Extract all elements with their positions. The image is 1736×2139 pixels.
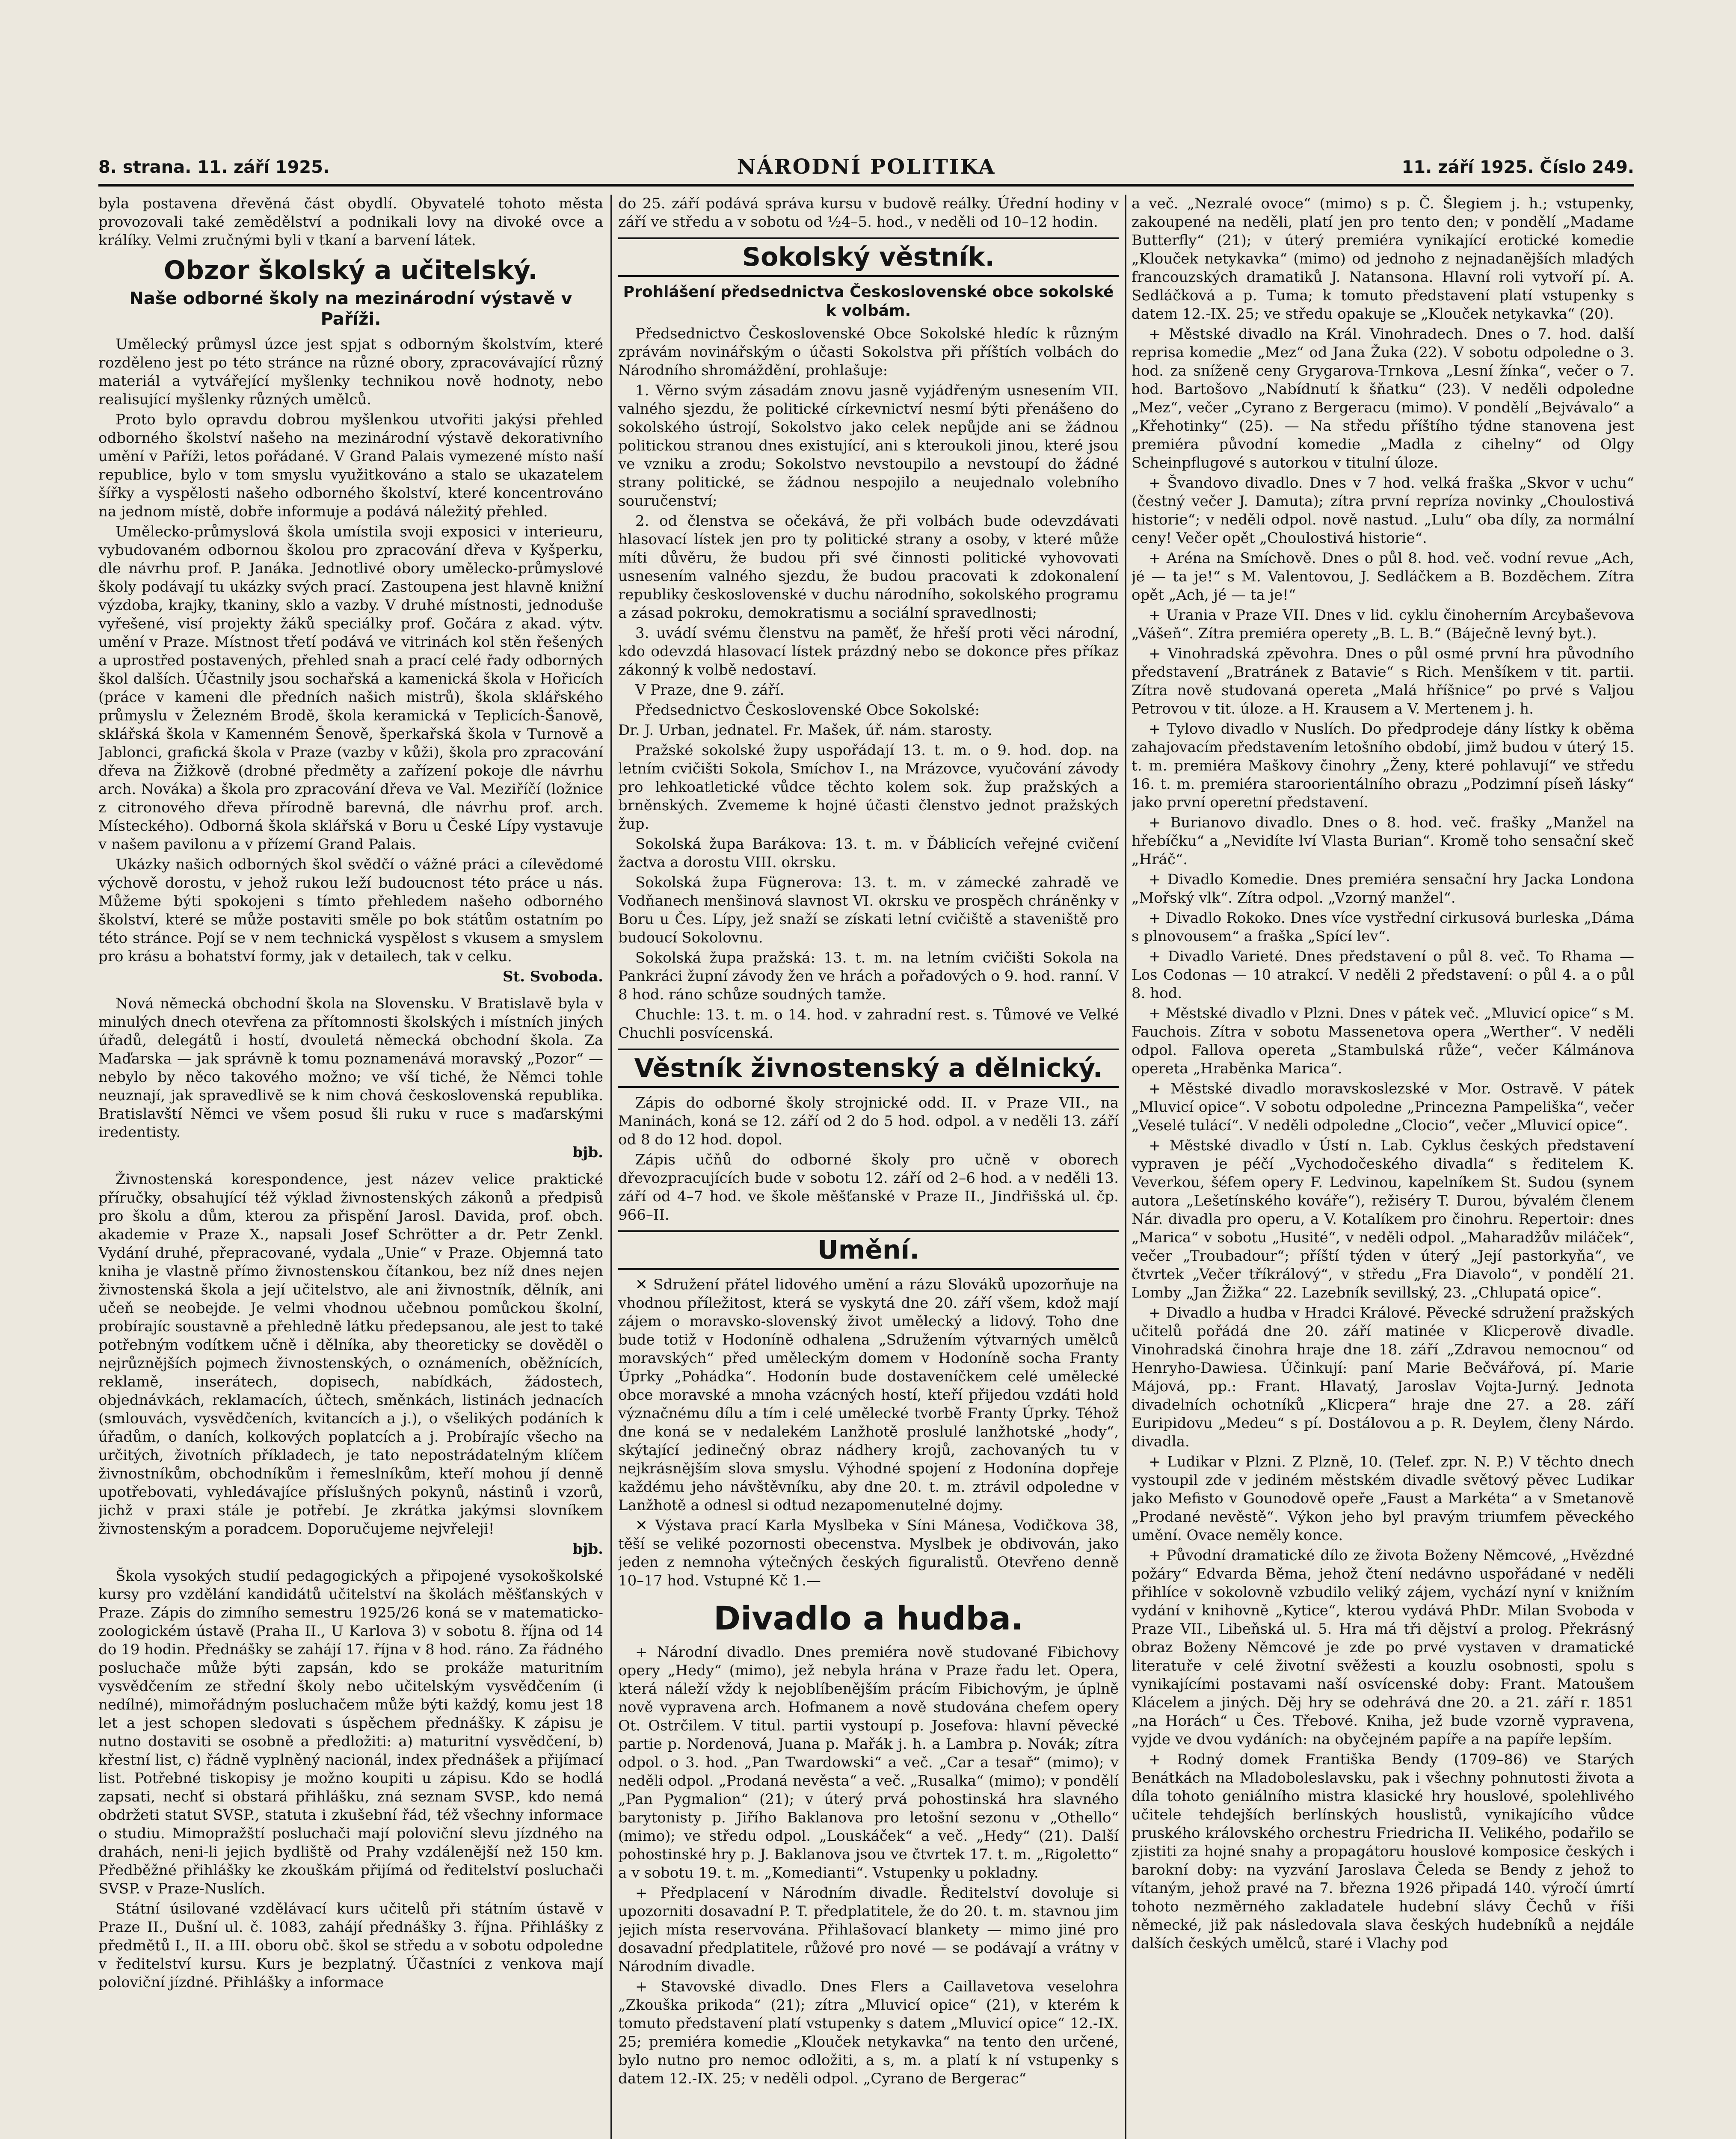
paragraph: + Městské divadlo v Plzni. Dnes v pátek več. „Mluvicí opice“ s M. Fauchois. Zítra v sobotu Massenetova opera „Werther“. V neděli odpol. Fallova opereta „Stambulská růže“, večer Kálmánova opereta „Hraběnka Marica“.	[1132, 1005, 1634, 1077]
column-1	[98, 195, 603, 2139]
paragraph: Chuchle: 13. t. m. o 14. hod. v zahradní rest. s. Tůmové ve Velké Chuchli posvícenská.	[618, 1006, 1119, 1042]
paragraph: Škola vysokých studií pedagogických a připojené vysokoškolské kursy pro vzdělání kandidátů učitelství na školách měšťanských v Praze. Zápis do zimního semestru 1925/26 koná se v matematicko-zoologickém ústavě (Praha II., U Karlova 3) v sobotu 8. října od 14 do 19 hodin. Přednášky se zahájí 17. října v 8 hod. ráno. Za řádného posluchače může býti zapsán, kdo se prokáže maturitním vysvědčením ze střední školy nebo učitelským vysvědčením (i nedílné), mimořádným posluchačem může býti každý, komu jest 18 let a jest schopen sledovati s úspěchem přednášky. K zápisu je nutno dostaviti se osobně a předložiti: a) maturitní vysvědčení, b) křestní list, c) řádně vyplněný nacionál, index přednášek a přijímací list. Potřebné tiskopisy je možno koupiti u zápisu. Kdo se hodlá zapsati, nechť si obstará přihlášku, zná seznam SVSP., kdo nemá obdržeti statut SVSP., statuta i zkušební řád, též všechny informace o studiu. Mimopražští posluchači mají poloviční slevu jízdného na drahách, neni-li jejich bydliště od Prahy vzdálenější než 150 km. Předběžné přihlášky ke zkouškám přijímá od ředitelství posluchači SVSP. v Praze-Nuslích.	[98, 1567, 603, 1897]
paragraph: + Stavovské divadlo. Dnes Flers a Caillavetova veselohra „Zkouška prikoda“ (21); zítra „Mluvicí opice“ (21), v kterém k tomuto představení platí vstupenky s datem „Mluvicí opice“ 12.-IX. 25; premiéra komedie „Klouček netykavka“ na tento den určené, bylo nutno pro nemoc odložiti, a s, m. a platí k ní vstupenky s datem 12.-IX. 25; v neděli odpol. „Cyrano de Bergerac“	[618, 1978, 1119, 2087]
paragraph: Umělecký průmysl úzce jest spjat s odborným školstvím, které rozděleno jest po této stránce na různé obory, zpracovávající různý materiál a vytvářející myšlenky technikou nově hodnoty, nebo realisující myšlenky různých umělců.	[98, 336, 603, 408]
paragraph: + Městské divadlo v Ústí n. Lab. Cyklus českých představení vypraven je péčí „Vychodočeského divadla“ s ředitelem K. Veverkou, šéfem opery F. Ledvinou, kapelníkem St. Sudou (synem autora „Lešetínského kováře“), režiséry T. Durou, bývalém členem Nár. divadla pro operu, a V. Kotalíkem pro činohru. Repertoir: dnes „Marica“ v sobotu „Husité“, v neděli odpol. „Maharadžův miláček“, večer „Troubadour“; příští týden v úterý „Její pastorkyňa“, ve čtvrtek „Večer tříkrálový“, v středu „Fra Diavolo“, v pondělí 21. Lomby „Jan Žižka“ 22. Lazebník sevillský, 23. „Chlupatá opice“.	[1132, 1137, 1634, 1301]
section-heading: Divadlo a hudba.	[713, 1599, 1023, 1637]
header-date-left: 8. strana. 11. září 1925.	[98, 157, 330, 177]
heading-box	[618, 237, 1119, 277]
paragraph: V Praze, dne 9. září.	[635, 681, 785, 699]
paragraph: Umělecko-průmyslová škola umístila svoji exposici v interieuru, vybudovaném odbornou školou pro zpracování dřeva v Kyšperku, dle návrhu prof. P. Janáka. Jednotlivé obory umělecko-průmyslové školy podávají tu ukázky svých prací. Zastoupena jest hlavně knižní výzdoba, krajky, tkaniny, sklo a vazby. V druhé místnosti, jednoduše vyřešené, visí projekty žáků speciálky prof. Gočára z akad. výtv. umění v Praze. Místnost třetí podává ve vitrinách kol stěn řešených a uprostřed postavených, přehled snah a prací celé řady odborných škol dalších. Účastnily jsou sochařská a kamenická škola v Hořicích (práce v kameni dle předních našich mistrů), škola sklářského průmyslu v Železném Brodě, škola keramická v Teplicích-Šanově, sklářská škola v Kamenném Šenově, šperkařská škola v Turnově a Jablonci, grafická škola v Praze (vazby v kůži), škola pro zpracování dřeva na Žižkově (drobné předměty a zařízení pokoje dle návrhu arch. Nováka) a škola pro zpracování dřeva ve Val. Meziříčí (ložnice z citronového dřeva přírodně barevná, dle návrhu prof. arch. Místeckého). Odborná škola sklářská v Boru u České Lípy vystavuje v našem pavilonu a v přízemí Grand Palais.	[98, 523, 603, 853]
paragraph: Sokolská župa Fügnerova: 13. t. m. v zámecké zahradě ve Vodňanech menšinová slavnost VI. okrsku ve prospěch chráněnky v Boru u Čes. Lípy, jež snaží se získati letní cvičiště a staveniště pro budoucí Sokolovnu.	[618, 874, 1119, 946]
paragraph: + Divadlo Rokoko. Dnes více vystřední cirkusová burleska „Dáma s plnovousem“ a fraška „Spící lev“.	[1132, 910, 1634, 945]
paragraph: Dr. J. Urban, jednatel. Fr. Mašek, úř. nám. starosty.	[618, 722, 992, 739]
paragraph: a več. „Nezralé ovoce“ (mimo) s p. Č. Šlegiem j. h.; vstupenky, zakoupené na neděli, platí jen pro tento den; v pondělí „Madame Butterfly“ (21); v úterý premiéra vynikající erotické komedie „Klouček netykavka“ (mimo) od jednoho z nejnadanějších mladých francouzských dramatiků J. Natansona. Hlavní roli vytvoří pí. A. Sedláčková a p. Tuma; k tomuto představení platí vstupenky s datem 12.-IX. 25; ve středu opakuje se „Klouček netykavka“ (20).	[1132, 195, 1634, 323]
paragraph: 2. od členstva se očekává, že při volbách bude odevzdávati hlasovací lístek jen pro ty politické strany a osoby, v které může míti důvěru, že budou při své činnosti politické vyhovovati usnesením valného sjezdu, že budou pracovati k zdokonalení republiky československé v duchu národního, sokolského programu a zásad pokroku, demokratismu a sociální spravedlnosti;	[618, 513, 1119, 622]
paragraph: Ukázky našich odborných škol svědčí o vážné práci a cílevědomé výchově dorostu, v jehož rukou leží budoucnost této práce u nás. Můžeme býti spokojeni s tímto přehledem našeho odborného školství, které se může postaviti směle po bok státům ostatním po této stránce. Pojí se v nem technická vyspělost s vkusem a smyslem pro krásu a bohatství formy, jak v detailech, tak v celku.	[98, 856, 603, 965]
paragraph: + Divadlo a hudba v Hradci Králové. Pěvecké sdružení pražských učitelů pořádá dne 20. září matinée v Klicperově divadle. Vinohradská činohra hraje dne 18. září „Zdravou nemocnou“ od Henryho-Dawiesa. Účinkují: paní Marie Bečvářová, pí. Marie Májová, pp.: Frant. Hlavatý, Jaroslav Vojta-Jurný. Jednota divadelních ochotníků „Klicpera“ hraje dne 27. a 28. září Euripidovu „Medeu“ s pí. Dostálovou a p. R. Deylem, členy Nárdo. divadla.	[1132, 1304, 1634, 1450]
column-2	[618, 195, 1119, 2139]
article-headline: Prohlášení předsednictva Československé obce sokolské k volbám.	[623, 283, 1114, 320]
column-divider	[610, 195, 612, 2139]
paragraph: Zápis do odborné školy strojnické odd. II. v Praze VII., na Maninách, koná se 12. září od 2 do 5 hod. odpol. a v neděli 13. září od 8 do 12 hod. dopol.	[618, 1094, 1119, 1148]
heading-box	[618, 1230, 1119, 1270]
paragraph: Zápis učňů do odborné školy pro učně v oborech dřevozpracujících bude v sobotu 12. září od 2–6 hod. a v neděli 13. září od 4–7 hod. ve škole měšťanské v Praze II., Jindřišská ul. čp. 966–II.	[618, 1151, 1119, 1224]
paragraph: + Tylovo divadlo v Nuslích. Do předprodeje dány lístky k oběma zahajovacím představením letošního období, jimž budou v úterý 15. t. m. premiéra Maškovy činohry „Ženy, které pohlavují“ ve středu 16. t. m. premiéra staroorientálního obrazu „Podzimní píseň lásky“ jako první operetní představení.	[1132, 720, 1634, 811]
author-signature: bjb.	[572, 1541, 603, 1558]
paragraph: Živnostenská korespondence, jest název velice praktické příručky, obsahující též výklad živnostenských zákonů a předpisů pro školu a dům, kterou za přispění Jarosl. Davida, prof. obch. akademie v Praze X., napsali Josef Schrötter a dr. Petr Zenkl. Vydání druhé, přepracované, vydala „Unie“ v Praze. Objemná tato kniha je vlastně přímo živnostenskou čítankou, bez níž dnes nejen živnostenská škola a její učitelstvo, ale ani živnostník, dělník, ani učeň se neobejde. Je velmi vhodnou učebnou pomůckou školní, probírajíc soustavně a přehledně látku předepsanou, ale jest to také potřebným vodítkem učně i dělníka, aby theoreticky se dověděl o nejrůznějších pojmech živnostenských, o oznámeních, oběžnících, reklamě, inserátech, dopisech, nabídkách, žádostech, objednávkách, reklamacích, účtech, směnkách, listinách jednacích (smlouvách, vysvědčeních, kvitancích a j.), o všelikých podáních k úřadům, o daních, kolkových poplatcích a j. Probírajíc všecho na určitých, životních příkladech, je tato nepostrádatelným klíčem živnostníkům, obchodníkům i řemeslníkům, kteří mohou jí denně upotřebovati, vyhledávajíce příslušných pokynů, nástinů i vzorů, jichž v praxi stále je potřebí. Je zkrátka jakýmsi slovníkem živnostenským a poradcem. Doporučujeme nejvřeleji!	[98, 1171, 603, 1538]
paragraph: ✕ Sdružení přátel lidového umění a rázu Slováků upozorňuje na vhodnou příležitost, která se vyskytá dne 20. září všem, kdož mají zájem o moravsko-slovenský život umělecký a lidový. Toho dne bude totiž v Hodoníně odhalena „Sdružením výtvarných umělců moravských“ před uměleckým domem v Hodoníně socha Franty Úprky „Pohádka“. Hodonín bude dostaveníčkem celé umělecké obce moravské a mnoha vzácných hostí, kteří přijedou vzdáti hold význačnému dílu a tím i celé umělecké tvorbě Franty Úprky. Téhož dne koná se v nedalekém Lanžhotě proslulé lanžhotské „hody“, skýtající jedinečný obraz nádhery krojů, zachovaných tu v nejkrásnějším slova smyslu. Výhodné spojení z Hodonína dopřeje každému jeho návštěvníku, aby dne 20. t. m. ztrávil odpoledne v Lanžhotě a odnesl si odtud nezapomenutelné dojmy.	[618, 1276, 1119, 1514]
paragraph: Státní úsilované vzdělávací kurs učitelů při státním ústavě v Praze II., Dušní ul. č. 1083, zahájí přednášky 3. října. Přihlášky z předmětů I., II. a III. oboru obč. škol se středu a v sobotu odpoledne v ředitelství kursu. Kurs je bezplatný. Účastníci z venkova mají poloviční jízdné. Přihlášky a informace	[98, 1900, 603, 1991]
paragraph: + Národní divadlo. Dnes premiéra nově studované Fibichovy opery „Hedy“ (mimo), jež nebyla hrána v Praze řadu let. Opera, která náleží vždy k nejoblíbenějším prácím Fibichovým, je úplně nově vypravena arch. Hofmanem a nově studována chefem opery Ot. Ostrčilem. V titul. partii vystoupí p. Josefova: hlavní pěvecké partie p. Nordenová, Juana p. Mařák j. h. a Lambra p. Novák; zítra odpol. o 3. hod. „Pan Twardowski“ a več. „Car a tesař“ (mimo); v neděli odpol. „Prodaná nevěsta“ a več. „Rusalka“ (mimo); v pondělí „Pan Pygmalion“ (21); v úterý prvá pohostinská hra slavného barytonisty p. Jiřího Baklanova pro letošní sezonu v „Othello“ (mimo); ve středu odpol. „Louskáček“ a več. „Hedy“ (21). Další pohostinské hry p. J. Baklanova jsou ve čtvrtek 17. t. m. „Rigoletto“ a v sobotu 19. t. m. „Komedianti“. Vstupenky u pokladny.	[618, 1644, 1119, 1881]
section-heading: Věstník živnostenský a dělnický.	[634, 1053, 1103, 1083]
page-header	[98, 145, 1634, 187]
author-signature: bjb.	[572, 1144, 603, 1161]
paragraph: + Ludikar v Plzni. Z Plzně, 10. (Telef. zpr. N. P.) V těchto dnech vystoupil zde v jediném městském divadle světový pěvec Ludikar jako Mefisto v Gounodově opeře „Faust a Markéta“ a v Smetanově „Prodané nevěstě“. Výkon jeho byl pravým triumfem pěveckého umění. Ovace neměly konce.	[1132, 1453, 1634, 1544]
paragraph: Proto bylo opravdu dobrou myšlenkou utvořiti jakýsi přehled odborného školství našeho na mezinárodní výstavě dekorativního umění v Paříži, letos pořádané. V Grand Palais vymezené místo naší republice, bylo v tom smyslu využitkováno a stalo se ukazatelem šířky a vyspělosti našeho odborného školství, které koncentrováno na jednom místě, dobře informuje a podává náležitý přehled.	[98, 411, 603, 520]
paragraph: Předsednictvo Československé Obce Sokolské hledíc k různým zprávám novinářským o účasti Sokolstva při příštích volbách do Národního shromáždění, prohlašuje:	[618, 325, 1119, 379]
header-issue-number: 11. září 1925. Číslo 249.	[1401, 157, 1634, 177]
section-heading: Umění.	[817, 1235, 919, 1265]
paragraph: + Burianovo divadlo. Dnes o 8. hod. več. frašky „Manžel na hřebíčku“ a „Nevidíte lví Vlasta Burian“. Kromě toho sensační skeč „Hráč“.	[1132, 814, 1634, 868]
paragraph: + Vinohradská zpěvohra. Dnes o půl osmé první hra původního představení „Bratránek z Batavie“ s Rich. Menšíkem v tit. partii. Zítra nově studovaná opereta „Malá hříšnice“ po prvé s Valjou Petrovou v tit. úloze. a H. Krausem a V. Mertenem j. h.	[1132, 645, 1634, 717]
newspaper-page	[98, 145, 1634, 2139]
section-heading: Sokolský věstník.	[742, 242, 995, 272]
paragraph: + Městské divadlo moravskoslezské v Mor. Ostravě. V pátek „Mluvicí opice“. V sobotu odpoledne „Princezna Pampeliška“, večer „Veselé tulácí“. V neděli odpoledne „Clocio“, večer „Mluvicí opice“.	[1132, 1080, 1634, 1134]
article-headline: Naše odborné školy na mezinárodní výstavě v Paříži.	[129, 289, 572, 329]
author-signature: St. Svoboda.	[502, 968, 603, 985]
column-3	[1132, 195, 1634, 2139]
paragraph: Sokolská župa pražská: 13. t. m. na letním cvičišti Sokola na Pankráci župní závody žen ve hrách a pořadových o 9. hod. ranní. V 8 hod. ráno schůze soudných tamže.	[618, 949, 1119, 1003]
section-heading: Obzor školský a učitelský.	[163, 255, 538, 285]
paragraph: Nová německá obchodní škola na Slovensku. V Bratislavě byla v minulých dnech otevřena za přítomnosti školských i místních jiných úřadů, delegátů i hostí, dvouletá německá obchodní škola. Za Maďarska — jak správně k tomu poznamenává moravský „Pozor“ — nebylo by něco takového možno; ve vší tiché, že Němci tohle neuznají, jak spravedlivě se k nim chová československá republika. Bratislavští Němci ve všem posud šli ruku v ruce s maďarskými iredentisty.	[98, 995, 603, 1141]
paragraph: Pražské sokolské župy uspořádají 13. t. m. o 9. hod. dop. na letním cvičišti Sokola, Smíchov I., na Mrázovce, vyučování závody pro lehkoatletické vůdce těchto kolem sok. žup pražských a brněnských. Zvememe k hojné účasti členstvo jednot pražských žup.	[618, 742, 1119, 832]
masthead-title: NÁRODNÍ POLITIKA	[737, 155, 996, 179]
column-divider	[1125, 195, 1126, 2139]
paragraph: + Městské divadlo na Král. Vinohradech. Dnes o 7. hod. další reprisa komedie „Mez“ od Jana Žuka (22). V sobotu odpoledne o 3. hod. za sníženě ceny Grygarova-Trnkova „Lesní žínka“, večer o 7. hod. Bartošovo „Nabídnutí k šňatku“ (23). V neděli odpoledne „Mez“, večer „Cyrano z Bergeracu (mimo). V pondělí „Bejvávalo“ a „Křehotinky“ (25). — Na středu příštího týdne stanovena jest premiéra původní komedie „Madla z cihelny“ od Olgy Scheinpflugové s autorkou v titulní úloze.	[1132, 326, 1634, 471]
paragraph: ✕ Výstava prací Karla Myslbeka v Síni Mánesa, Vodičkova 38, těší se veliké pozornosti obecenstva. Myslbek je obdivován, jako jeden z nemnoha výtečných českých figuralistů. Otevřeno denně 10–17 hod. Vstupné Kč 1.—	[618, 1517, 1119, 1589]
paragraph: Sokolská župa Barákova: 13. t. m. v Ďáblicích veřejné cvičení žactva a dorostu VIII. okrsku.	[618, 835, 1119, 871]
paragraph: + Aréna na Smíchově. Dnes o půl 8. hod. več. vodní revue „Ach, jé — ta je!“ s M. Valentovou, J. Sedláčkem a B. Bozděchem. Zítra opět „Ach, jé — ta je!“	[1132, 550, 1634, 604]
paragraph: Předsednictvo Československé Obce Sokolské:	[635, 702, 980, 719]
paragraph: + Původní dramatické dílo ze života Boženy Němcové, „Hvězdné požáry“ Edvarda Běma, jehož čtení nedávno uspořádané v neděli přihlíce v sokolovně vzbudilo veliký zájem, vychází nyní v knižním vydání v knihovně „Kytice“, kterou vydává PhDr. Milan Svoboda v Praze VII., Libeňská ul. 5. Hra má tři dějství a prolog. Překrásný obraz Boženy Němcové je zde po prvé vystaven v dramatické literatuře v celé životní svěžesti a kouzlu osobnosti, spolu s vynikajícími postavami naší osvícenské doby: Frant. Matoušem Klácelem a jiných. Děj hry se odehrává dne 20. a 21. září r. 1851 „na Horách“ u Čes. Třebové. Kniha, jež bude vzorně vypravena, vyjde ve dvou vydáních: na obyčejném papíře a na papíře lepším.	[1132, 1547, 1634, 1748]
heading-box	[618, 1049, 1119, 1088]
paragraph: byla postavena dřevěná část obydlí. Obyvatelé tohoto města provozovali také zemědělství a podnikali lovy na divoké ovce a králíky. Velmi zručnými byli v tkaní a barvení látek.	[98, 195, 603, 249]
paragraph: + Divadlo Komedie. Dnes premiéra sensační hry Jacka Londona „Mořský vlk“. Zítra odpol. „Vzorný manžel“.	[1132, 871, 1634, 907]
paragraph: + Urania v Praze VII. Dnes v lid. cyklu činoherním Arcybaševova „Vášeň“. Zítra premiéra operety „B. L. B.“ (Báječně levný byt.).	[1132, 607, 1634, 642]
paragraph: + Rodný domek Františka Bendy (1709–86) ve Starých Benátkách na Mladoboleslavsku, pak i všechny pohnutosti života a díla tohoto geniálního mistra klasické hry houslové, spolehlivého učitele tehdejších berlínských houslistů, vynikajícího vůdce pruského královského orchestru Friedricha II. Velikého, podařilo se zjistiti za hojné snahy a propagátoru houslové komposice českých i barokní doby: na vyzvání Jaroslava Čeleda se Bendy z jehož to vítaným, jehož pravé na 7. března 1926 připadá 140. výročí úmrtí tohoto nezměrného zakladatele hudební slávy Čechů v říši německé, již pak následovala slava českých hudebníků a nejdále dalších českých umělců, staré i Vlachy pod	[1132, 1751, 1634, 1952]
paragraph: + Švandovo divadlo. Dnes v 7 hod. velká fraška „Skvor v uchu“ (čestný večer J. Damuta); zítra první repríza novinky „Choulostivá historie“; v neděli odpol. nově nastud. „Lulu“ oba díly, za normální ceny! Večer opět „Choulostivá historie“.	[1132, 474, 1634, 547]
paragraph: 3. uvádí svému členstvu na paměť, že hřeší proti věci národní, kdo odevzdá hlasovací lístek prázdný nebo se dokonce přes příkaz zákonný k volbě nedostaví.	[618, 625, 1119, 678]
paragraph: + Předplacení v Národním divadle. Ředitelství dovoluje si upozorniti dosavadní P. T. předplatitele, že do 20. t. m. stavnou jim jejich místa reservována. Přihlašovací blankety — mimo jiné pro dosavadní předplatitele, růžové pro nové — se podávají a vrátny v Národním divadle.	[618, 1884, 1119, 1975]
paragraph: do 25. září podává správa kursu v budově reálky. Úřední hodiny v září ve středu a v sobotu od ½4–5. hod., v neděli od 10–12 hodin.	[618, 195, 1119, 231]
paragraph: + Divadlo Varieté. Dnes představení o půl 8. več. To Rhama — Los Codonas — 10 atrakcí. V neděli 2 představení: o půl 4. a o půl 8. hod.	[1132, 948, 1634, 1002]
paragraph: 1. Věrno svým zásadám znovu jasně vyjádřeným usnesením VII. valného sjezdu, že politické církevnictví nesmí býti přenášeno do sokolského ústrojí, Sokolstvo jako celek nepůjde ani se žádnou politickou stranou dnes existující, ani s kteroukoli jinou, které jsou ve vzniku a zrodu; Sokolstvo nevstoupilo a nevstoupí do žádné strany politické, se žádnou nespojilo a neujednalo volebního souručenství;	[618, 382, 1119, 510]
